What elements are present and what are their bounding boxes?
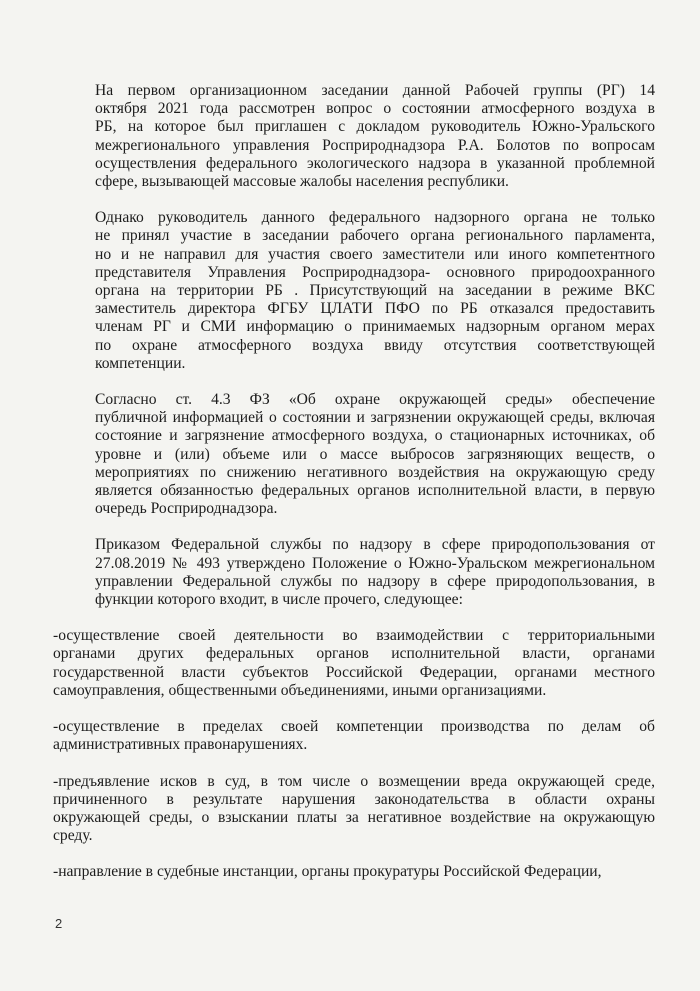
text-line: очередь Росприроднадзора. — [95, 500, 278, 518]
text-line: РБ, на которое был приглашен с докладом руководитель Южно-Уральского — [95, 118, 655, 136]
paragraph — [53, 536, 655, 609]
text-line: среду. — [53, 827, 93, 845]
paragraph — [53, 391, 655, 518]
text-line: -осуществление своей деятельности во взаимодействии с территориальными — [53, 627, 655, 645]
paragraph — [53, 773, 655, 846]
paragraph — [53, 718, 655, 754]
text-line: Однако руководитель данного федерального надзорного органа не только — [95, 209, 655, 227]
text-line: по охране атмосферного воздуха ввиду отсутствия соответствующей — [95, 336, 655, 354]
text-line: сфере, вызывающей массовые жалобы населения республики. — [95, 173, 509, 191]
text-line: окружающей среды, о взыскании платы за негативное воздействие на окружающую — [53, 808, 655, 826]
text-line: осуществления федерального экологического надзора в указанной проблемной — [95, 154, 655, 172]
text-line: является обязанностью федеральных органов исполнительной власти, в первую — [95, 482, 655, 500]
paragraph — [53, 863, 655, 881]
text-line: причиненного в результате нарушения законодательства в области охраны — [53, 790, 655, 808]
text-line: состояние и загрязнение атмосферного воздуха, о стационарных источниках, об — [95, 427, 655, 445]
paragraph — [53, 82, 655, 191]
text-line: но и не направил для участия своего заместители или иного компетентного — [95, 245, 655, 263]
text-line: государственной власти субъектов Российской Федерации, органами местного — [53, 663, 655, 681]
paragraph — [53, 209, 655, 373]
text-line: 27.08.2019 № 493 утверждено Положение о Южно-Уральском межрегиональном — [95, 554, 655, 572]
text-line: членам РГ и СМИ информацию о принимаемых надзорным органом мерах — [95, 318, 655, 336]
text-line: Приказом Федеральной службы по надзору в сфере природопользования от — [95, 536, 655, 554]
text-line: -направление в судебные инстанции, органы прокуратуры Российской Федерации, — [53, 863, 602, 881]
text-line: административных правонарушениях. — [53, 736, 308, 754]
paragraph — [53, 627, 655, 700]
text-line: органа на территории РБ . Присутствующий на заседании в режиме ВКС — [95, 282, 655, 300]
text-line: компетенции. — [95, 354, 186, 372]
text-line: Согласно ст. 4.3 ФЗ «Об охране окружающей среды» обеспечение — [95, 391, 655, 409]
text-line: не принял участие в заседании рабочего органа регионального парламента, — [95, 227, 655, 245]
document-body — [53, 82, 655, 900]
text-line: публичной информацией о состоянии и загрязнении окружающей среды, включая — [95, 409, 655, 427]
text-line: уровне и (или) объеме или о массе выбросов загрязняющих веществ, о — [95, 445, 655, 463]
text-line: мероприятиях по снижению негативного воздействия на окружающую среду — [95, 463, 655, 481]
text-line: На первом организационном заседании данной Рабочей группы (РГ) 14 — [95, 82, 655, 99]
page-number: 2 — [55, 916, 63, 931]
text-line: управлении Федеральной службы по надзору в сфере природопользования, в — [95, 572, 655, 590]
text-line: самоуправления, общественными объединениями, иными организациями. — [53, 681, 547, 699]
text-line: -осуществление в пределах своей компетенции производства по делам об — [53, 718, 655, 736]
text-line: представителя Управления Росприроднадзора- основного природоохранного — [95, 263, 655, 281]
text-line: функции которого входит, в числе прочего, следующее: — [95, 591, 463, 609]
text-line: октября 2021 года рассмотрен вопрос о состоянии атмосферного воздуха в — [95, 100, 655, 118]
text-line: межрегионального управления Росприроднадзора Р.А. Болотов по вопросам — [95, 136, 655, 154]
text-line: органами других федеральных органов исполнительной власти, органами — [53, 645, 655, 663]
text-line: -предъявление исков в суд, в том числе о возмещении вреда окружающей среде, — [53, 772, 655, 790]
text-line: заместитель директора ФГБУ ЦЛАТИ ПФО по РБ отказался предоставить — [95, 300, 655, 318]
